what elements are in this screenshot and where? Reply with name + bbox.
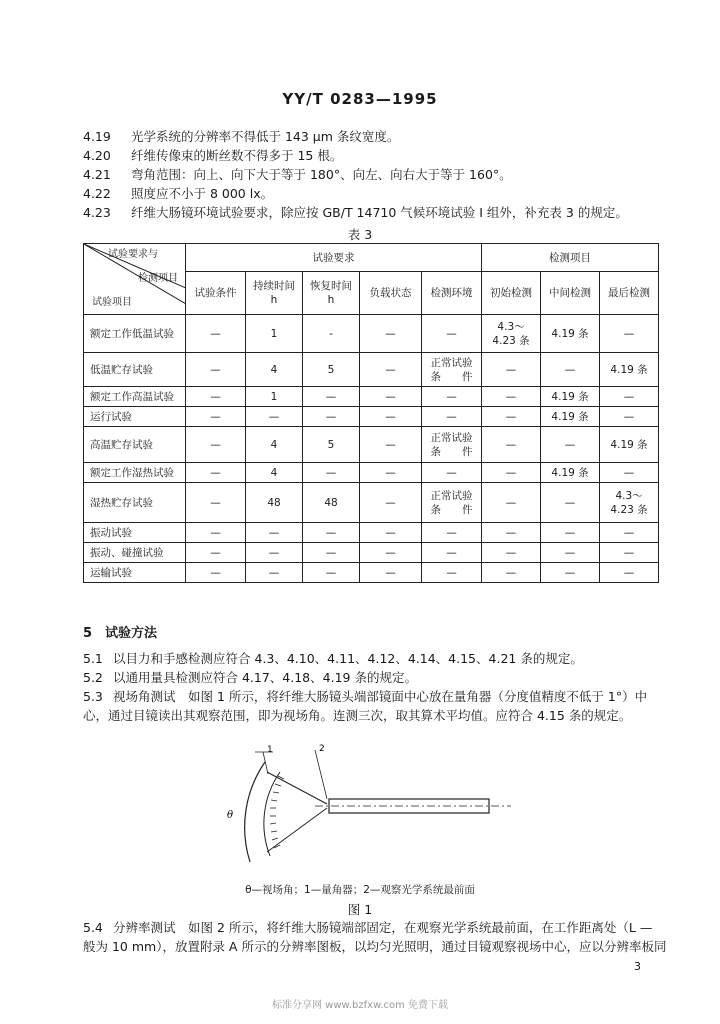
table-cell: 1 — [246, 387, 303, 407]
table-cell: 正常试验 条 件 — [422, 483, 482, 523]
table-cell: — — [186, 407, 246, 427]
table-cell: — — [482, 353, 541, 387]
clause-5-3-line2: 心，通过目镜读出其观察范围，即为视场角。连测三次，取其算术平均值。应符合 4.15 条的规定。 — [83, 708, 632, 723]
table-cell: 4.19 条 — [541, 387, 600, 407]
table-cell: 4.3～ 4.23 条 — [482, 315, 541, 353]
table-cell: — — [422, 523, 482, 543]
table-cell: — — [422, 563, 482, 583]
col-header: 试验条件 — [186, 272, 246, 315]
table-cell: — — [541, 427, 600, 463]
clause-5-4 — [83, 920, 652, 936]
table-row — [84, 407, 659, 427]
clause-number: 5.1 — [83, 651, 103, 666]
table-cell: 4 — [246, 427, 303, 463]
clause-5-2 — [83, 670, 417, 686]
table-cell: 4 — [246, 463, 303, 483]
clause-text: 以目力和手感检测应符合 4.3、4.10、4.11、4.12、4.14、4.15、4.21 条的规定。 — [113, 651, 583, 666]
table-cell: — — [186, 483, 246, 523]
table-cell: 4.19 条 — [600, 427, 659, 463]
table-cell: — — [186, 463, 246, 483]
table-3 — [83, 243, 659, 583]
table-row — [84, 483, 659, 523]
theta-label: θ — [227, 810, 234, 821]
table-cell: — — [246, 523, 303, 543]
clause-5-3 — [83, 689, 647, 705]
label-1: 1 — [267, 745, 273, 755]
table-cell: — — [186, 543, 246, 563]
table-cell: — — [482, 407, 541, 427]
footer-watermark: 标准分享网 www.bzfxw.com 免费下载 — [272, 1000, 448, 1011]
table-cell: 1 — [246, 315, 303, 353]
table-cell: — — [541, 563, 600, 583]
table-cell: — — [360, 463, 422, 483]
table-cell: — — [303, 407, 360, 427]
table-cell: — — [360, 523, 422, 543]
table-cell: — — [360, 543, 422, 563]
table-cell: — — [600, 315, 659, 353]
figure-1-diagram — [205, 744, 515, 874]
clause-text: 光学系统的分辨率不得低于 143 μm 条纹宽度。 — [131, 129, 400, 144]
table-cell: — — [246, 563, 303, 583]
table-cell: — — [541, 483, 600, 523]
row-name-cell: 额定工作低温试验 — [84, 315, 186, 353]
page-number: 3 — [634, 960, 641, 973]
clause-4-23 — [83, 205, 628, 221]
table-cell: — — [246, 407, 303, 427]
table-cell: — — [482, 483, 541, 523]
row-name-cell: 高温贮存试验 — [84, 427, 186, 463]
table-cell: — — [600, 563, 659, 583]
col-header: 中间检测 — [541, 272, 600, 315]
table-cell: — — [600, 543, 659, 563]
table-cell: — — [541, 543, 600, 563]
clause-text: 视场角测试 如图 1 所示，将纤维大肠镜头端部镜面中心放在量角器（分度值精度不低于 1°）中 — [113, 689, 648, 704]
col-header: 负载状态 — [360, 272, 422, 315]
label-2: 2 — [319, 744, 325, 754]
table-cell: — — [303, 523, 360, 543]
table-cell: 正常试验 条 件 — [422, 353, 482, 387]
clause-text: 弯角范围：向上、向下大于等于 180°、向左、向右大于等于 160°。 — [131, 167, 512, 182]
clause-4-19 — [83, 129, 399, 145]
table-cell: — — [482, 523, 541, 543]
table-cell: 48 — [246, 483, 303, 523]
table-cell: — — [482, 463, 541, 483]
table-cell: — — [186, 563, 246, 583]
table-cell: 5 — [303, 427, 360, 463]
figure-1-caption: 图 1 — [347, 902, 373, 917]
table-cell: — — [482, 427, 541, 463]
table-row — [84, 523, 659, 543]
table-cell: — — [360, 563, 422, 583]
table-cell: 4.19 条 — [541, 315, 600, 353]
table-cell: — — [246, 543, 303, 563]
table-cell: — — [186, 387, 246, 407]
table-cell: — — [360, 407, 422, 427]
clause-5-4-line2: 般为 10 mm），放置附录 A 所示的分辨率图板，以均匀光照明，通过目镜观察视场中心，应以分辨率板同 — [83, 939, 667, 954]
clause-number: 4.19 — [83, 129, 111, 144]
clause-4-21 — [83, 167, 512, 183]
row-name-cell: 运行试验 — [84, 407, 186, 427]
clause-4-20 — [83, 148, 342, 164]
table-cell: — — [360, 353, 422, 387]
clause-number: 4.23 — [83, 205, 111, 220]
group-header-det: 检测项目 — [482, 244, 659, 272]
row-name-cell: 运输试验 — [84, 563, 186, 583]
figure-1-legend: θ—视场角；1—量角器；2—观察光学系统最前面 — [245, 884, 475, 896]
row-name-cell: 湿热贮存试验 — [84, 483, 186, 523]
ray-bottom — [267, 808, 327, 852]
clause-number: 5.3 — [83, 689, 103, 704]
table-cell: 4.19 条 — [541, 463, 600, 483]
table-cell: 正常试验 条 件 — [422, 427, 482, 463]
corner-cell — [84, 244, 186, 315]
row-name-cell: 额定工作湿热试验 — [84, 463, 186, 483]
clause-text: 分辨率测试 如图 2 所示，将纤维大肠镜端部固定，在观察光学系统最前面，在工作距离处（L — — [113, 920, 653, 935]
table-row — [84, 353, 659, 387]
table-cell: 5 — [303, 353, 360, 387]
table-cell: — — [186, 353, 246, 387]
page-header: YY/T 0283—1995 — [282, 90, 438, 108]
section-5-title: 5 试验方法 — [83, 626, 158, 641]
table-caption: 表 3 — [347, 227, 373, 242]
table-cell: — — [422, 315, 482, 353]
table-cell: 4.19 条 — [541, 407, 600, 427]
protractor-outer-arc — [245, 762, 265, 862]
table-cell: 4.3～ 4.23 条 — [600, 483, 659, 523]
table-cell: — — [482, 543, 541, 563]
clause-text: 纤维传像束的断丝数不得多于 15 根。 — [131, 148, 343, 163]
table-cell: — — [600, 387, 659, 407]
table-cell: — — [360, 387, 422, 407]
table-row — [84, 315, 659, 353]
clause-text: 纤维大肠镜环境试验要求，除应按 GB/T 14710 气候环境试验 Ⅰ 组外，补充表 3 的规定。 — [131, 205, 628, 220]
table-cell: — — [482, 387, 541, 407]
clause-number: 4.21 — [83, 167, 111, 182]
row-name-cell: 振动试验 — [84, 523, 186, 543]
table-cell: — — [600, 407, 659, 427]
row-name-cell: 额定工作高温试验 — [84, 387, 186, 407]
table-cell: — — [422, 463, 482, 483]
clause-number: 4.20 — [83, 148, 111, 163]
table-cell: 4 — [246, 353, 303, 387]
row-name-cell: 振动、碰撞试验 — [84, 543, 186, 563]
table-row — [84, 387, 659, 407]
corner-mid-label: 检测项目 — [138, 273, 178, 284]
table-cell: — — [360, 315, 422, 353]
table-cell: — — [303, 463, 360, 483]
table-cell: — — [600, 463, 659, 483]
table-cell: — — [186, 523, 246, 543]
table-cell: — — [303, 563, 360, 583]
clause-text: 照度应不小于 8 000 lx。 — [131, 186, 274, 201]
table-cell: — — [422, 387, 482, 407]
table-cell: — — [186, 427, 246, 463]
col-header: 初始检测 — [482, 272, 541, 315]
clause-4-22 — [83, 186, 273, 202]
clause-text: 以通用量具检测应符合 4.17、4.18、4.19 条的规定。 — [113, 670, 417, 685]
table-cell: — — [303, 387, 360, 407]
col-header: 恢复时间 h — [303, 272, 360, 315]
table-cell: — — [422, 543, 482, 563]
table-row — [84, 463, 659, 483]
table-cell: — — [360, 483, 422, 523]
col-header: 持续时间 h — [246, 272, 303, 315]
table-cell: — — [303, 543, 360, 563]
table-cell: 48 — [303, 483, 360, 523]
table-row — [84, 563, 659, 583]
table-cell: - — [303, 315, 360, 353]
corner-top-label: 试验要求与 — [108, 249, 158, 260]
col-header: 检测环境 — [422, 272, 482, 315]
leader-2 — [315, 750, 327, 799]
table-cell: — — [541, 523, 600, 543]
ray-top — [267, 772, 327, 804]
table-cell: — — [482, 563, 541, 583]
table-cell: — — [600, 523, 659, 543]
col-header: 最后检测 — [600, 272, 659, 315]
row-name-cell: 低温贮存试验 — [84, 353, 186, 387]
table-row — [84, 543, 659, 563]
corner-bottom-label: 试验项目 — [92, 297, 132, 308]
group-header-req: 试验要求 — [186, 244, 482, 272]
table-cell: — — [186, 315, 246, 353]
table-cell: — — [360, 427, 422, 463]
clause-5-1 — [83, 651, 583, 667]
clause-number: 5.4 — [83, 920, 103, 935]
table-cell: — — [541, 353, 600, 387]
table-cell: 4.19 条 — [600, 353, 659, 387]
table-cell: — — [422, 407, 482, 427]
clause-number: 4.22 — [83, 186, 111, 201]
table-row — [84, 427, 659, 463]
clause-number: 5.2 — [83, 670, 103, 685]
